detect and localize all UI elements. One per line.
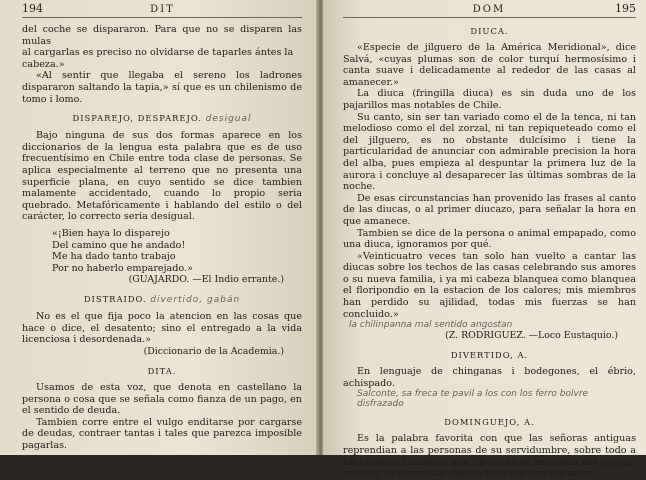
citation-rodriguez: (Z. RODRIGUEZ. —Loco Eustaquio.): [445, 330, 618, 342]
left-header: [22, 2, 302, 16]
verse-line-3: Me ha dado tanto trabajo: [52, 251, 176, 263]
handwritten-note-3: la chilinpanna mal sentido angostan: [349, 320, 513, 331]
handwritten-note-4: Salconte, sa freca te pavil a los con los ferro bolvre disfrazado: [357, 389, 589, 410]
citation-academia: (Diccionario de la Academia.): [143, 346, 284, 358]
left-line-3: cabeza.»: [22, 58, 65, 70]
left-header-rule: [22, 17, 302, 18]
right-header: [343, 2, 636, 16]
left-running-head: DIT: [150, 4, 175, 15]
left-line-1: del coche se dispararon. Para que no se disparen las mulas: [22, 24, 302, 47]
diuca-paragraph-1: «Especie de jilguero de la América Meridional», dice Salvá, «cuyas plumas son de color turquí hermosísimo i canta suave i delicadamente al rededor de las casas al amanecer.»: [343, 42, 636, 88]
entry-distraido: DISTRAIDO. divertido, gabán: [83, 294, 241, 306]
entry-diuca: DIUCA.: [470, 26, 509, 36]
verse-line-1: «¡Bien haya lo disparejo: [52, 227, 170, 239]
handwritten-note-1: desigual: [205, 114, 252, 125]
diuca-paragraph-2: La diuca (fringilla diuca) es sin duda uno de los pajarillos mas notables de Chile.: [343, 88, 636, 111]
distraido-paragraph: No es el que fija poco la atencion en las cosas que hace o dice, el desatento; sino el entregado a la vida licenciosa i desordenada.»: [22, 311, 302, 346]
dominguejo-paragraph: Es la palabra favorita con que las señoras antiguas reprendian a las personas de su servidumbre, sobre todo a los chinitos i chinitas que, después de recojidas del zaguan criadas, se permitian alguna frescura con sus amos.: [343, 433, 636, 480]
right-page-number: 195: [615, 2, 636, 15]
left-quote-1: «Al sentir que llegaba el sereno los ladrones dispararon saltando la tapia,» sí que es un chilenismo de tomo i lomo.: [22, 70, 302, 105]
dita-paragraph-2: Tambien corre entre el vulgo enditarse por cargarse de deudas, contraer tantas i tales que parezca imposible pagarlas.: [22, 416, 302, 452]
divertido-paragraph: En lenguaje de chinganas i bodegones, el ébrio, achispado.: [343, 366, 636, 389]
right-running-head: DOM: [472, 4, 506, 15]
disparejo-paragraph: Bajo ninguna de sus dos formas aparece en los diccionarios de la lengua esta palabra que es de uso frecuentísimo en Chile entre toda clase de personas. Se aplica especialmente al terreno que no presenta una superficie plana, en cuyo sentido se dice tambien malamente accidentado, cuando lo propio seria quebrado. Metafóricamente i hablando del estilo o del carácter, lo correcto seria desigual.: [22, 130, 302, 223]
handwritten-note-2: divertido, gabán: [150, 295, 241, 306]
verse-line-4: Por no haberlo emparejado.»: [52, 262, 193, 274]
right-header-rule: [343, 17, 636, 18]
left-page: [0, 0, 318, 455]
diuca-paragraph-4: De esas circunstancias han provenido las frases al canto de las diucas, o al primer diucazo, para señalar la hora en que amanece.: [343, 192, 636, 227]
diuca-paragraph-3: Su canto, sin ser tan variado como el de la tenca, ni tan melodioso como el del zorzal, ni tan repiqueteado como el del jilguero, es no obstante dulcísimo i tiene la particularidad de anunciar con admirable precision la hora del alba, pues empieza al despuntar la primera luz de la aurora i concluye al desaparecer las últimas sombras de la noche.: [343, 111, 636, 193]
right-page: [323, 0, 646, 480]
entry-divertido: DIVERTIDO, A.: [450, 350, 529, 361]
left-page-number: 194: [22, 2, 43, 15]
left-line-2: al cargarlas es preciso no olvidarse de taparles ántes la: [22, 47, 294, 59]
diuca-paragraph-5: Tambien se dice de la persona o animal empapado, como una diuca, ignoramos por qué.: [343, 227, 636, 251]
entry-dita: DITA.: [147, 366, 177, 377]
diuca-quote: «Veinticuatro veces tan solo han vuelto a cantar las diucas sobre los techos de las casas celebrando sus amores o su nueva familia, i ya mi cabeza blanquea como blanquea el floripondio en la estacion de los calores; mis miembros han perdido su ajilidad, todas mis fuerzas se han concluido.»: [343, 250, 636, 320]
entry-dominguejo: DOMINGUEJO, A.: [444, 417, 535, 428]
entry-disparejo: DISPAREJO, DESPAREJO. desigual: [72, 113, 252, 125]
verse-line-2: Del camino que he andado!: [52, 239, 186, 251]
dita-paragraph-1: Usamos de esta voz, que denota en castellano la persona o cosa que se señala como fianza de un pago, en el sentido de deuda.: [22, 382, 302, 417]
citation-guajardo: (GUAJARDO. —El Indio errante.): [128, 274, 284, 286]
